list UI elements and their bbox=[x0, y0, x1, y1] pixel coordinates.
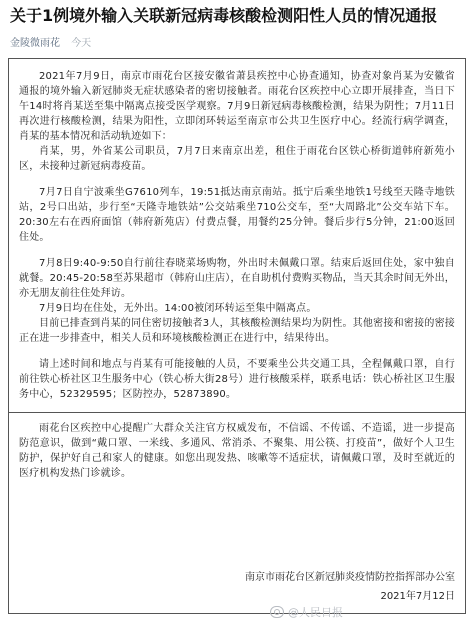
weibo-icon bbox=[270, 606, 284, 618]
watermark bbox=[270, 604, 343, 620]
publish-time: 今天 bbox=[71, 38, 92, 49]
paragraph-5: 7月9日均在住处，无外出。14:00被闭环转运至集中隔离点。 bbox=[39, 303, 317, 314]
paragraph-2: 肖某，男，外省某公司职员，7月7日来南京出差，租住于雨花台区铁心桥街道韩府新苑小区，未接种过新冠病毒疫苗。 bbox=[19, 146, 455, 172]
paragraph-7: 请上述时间和地点与肖某有可能接触的人员，不要乘坐公共交通工具，全程佩戴口罩，自行前往铁心桥社区卫生服务中心（铁心桥大街28号）进行核酸采样，联系电话：铁心桥社区卫生服务中心，52329595；区防控办，52873890。 bbox=[19, 359, 455, 400]
watermark-text: @人民日报 bbox=[288, 606, 343, 619]
notice-document bbox=[8, 58, 466, 614]
reminder-section bbox=[9, 412, 465, 481]
source-link[interactable]: 金陵微雨花 bbox=[10, 38, 60, 49]
signature-date: 2021年7月12日 bbox=[380, 591, 455, 602]
paragraph-3: 7月7日自宁波乘坐G7610列车，19:51抵达南京南站。抵宁后乘坐地铁1号线至天隆寺地铁站，2号口出站，步行至“天隆寺地铁站”公交站乘坐710公交车，至“大周路北”公交车站下车。20:30左右在西府面馆（韩府新苑店）付费点餐，用餐约25分钟。餐后步行5分钟，21:00返回住处。 bbox=[19, 187, 455, 243]
article-meta bbox=[10, 34, 91, 49]
paragraph-1: 2021年7月9日，南京市雨花台区接安徽省萧县疾控中心协查通知，协查对象肖某为安徽省通报的境外输入新冠肺炎无症状感染者的密切接触者。雨花台区疾控中心立即开展排查，当日下午14时将肖某送至集中隔离点接受医学观察。7月9日新冠病毒核酸检测，结果为阴性；7月11日再次进行核酸检测，结果为阳性，立即闭环转运至南京市公共卫生医疗中心。经流行病学调查，肖某的基本情况和活动轨迹如下： bbox=[19, 71, 455, 142]
paragraph-4: 7月8日9:40-9:50自行前往春晓菜场购物，外出时未佩戴口罩。结束后返回住处，家中独自就餐。20:45-20:58至苏果超市（韩府山庄店），在自助机付费购买物品，当天其余时间无外出，亦无朋友前往住处拜访。 bbox=[19, 258, 455, 299]
signature-org: 南京市雨花台区新冠肺炎疫情防控指挥部办公室 bbox=[245, 572, 455, 583]
paragraph-8: 雨花台区疾控中心提醒广大群众关注官方权威发布，不信谣、不传谣、不造谣，进一步提高防范意识，做到“戴口罩、一米线、多通风、常消杀、不聚集、用公筷、打疫苗”，做好个人卫生防护，保护好自己和家人的健康。如您出现发热、咳嗽等不适症状，请佩戴口罩，及时至就近的医疗机构发热门诊就诊。 bbox=[19, 423, 455, 479]
page-title: 关于1例境外输入关联新冠病毒核酸检测阳性人员的情况通报 bbox=[10, 6, 438, 25]
paragraph-6: 目前已排查到肖某的同住密切接触者3人，其核酸检测结果均为阴性。其他密接和密接的密接正在进一步排查中，相关人员和环境核酸检测正在进行中，结果待出。 bbox=[19, 318, 455, 344]
